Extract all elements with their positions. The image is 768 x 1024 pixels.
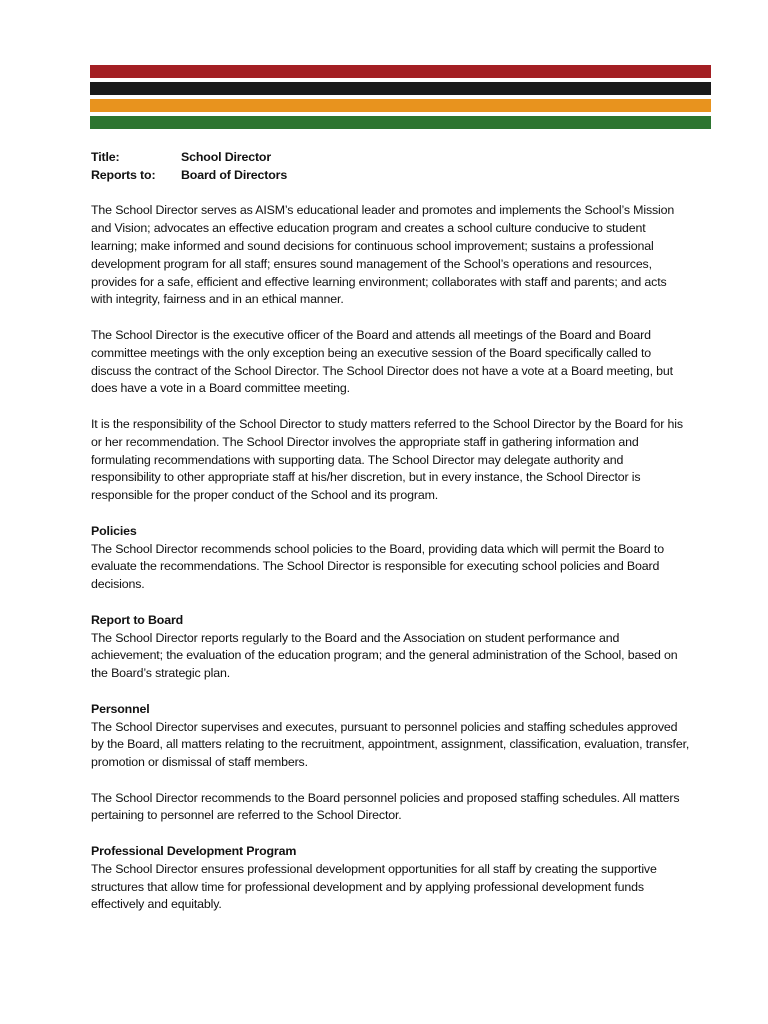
title-value: School Director	[181, 150, 272, 164]
title-row	[91, 149, 691, 167]
document-body	[91, 149, 691, 932]
intro-paragraph-1: The School Director serves as AISM’s educational leader and promotes and implements the School’s Mission and Vision; advocates an effective education program and creates a school culture conducive to student learning; make informed and sound decisions for continuous school improvement; sustains a professional development program for all staff; ensures sound management of the School’s operations and resources, provides for a safe, efficient and effective learning environment; collaborates with staff and parents; and acts with integrity, fairness and in an ethical manner.	[91, 203, 675, 307]
stripe-green	[90, 116, 711, 129]
stripe-red	[90, 65, 711, 78]
reports-row	[91, 167, 691, 185]
intro-paragraph-2: The School Director is the executive officer of the Board and attends all meetings of the Board and Board committee meetings with the only exception being an executive session of the Board specifically called to discuss the contract of the School Director. The School Director does not have a vote at a Board meeting, but does have a vote in a Board committee meeting.	[91, 327, 673, 396]
development-paragraph: The School Director ensures professional development opportunities for all staff by creating the supportive structures that allow time for professional development and by applying professional development funds effectively and equitably.	[91, 861, 657, 912]
header-stripes	[90, 65, 711, 133]
reports-label: Reports to:	[91, 167, 156, 182]
reports-value: Board of Directors	[181, 167, 288, 182]
policies-paragraph: The School Director recommends school policies to the Board, providing data which will permit the Board to evaluate the recommendations. The School Director is responsible for executing school policies and Board decisions.	[91, 541, 664, 592]
report-heading: Report to Board	[91, 612, 184, 627]
personnel-paragraph-2: The School Director recommends to the Board personnel policies and proposed staffing schedules. All matters pertaining to personnel are referred to the School Director.	[91, 790, 680, 823]
personnel-paragraph-1: The School Director supervises and executes, pursuant to personnel policies and staffing schedules approved by the Board, all matters relating to the recruitment, appointment, assignment, classification, evaluation, transfer, promotion or dismissal of staff members.	[91, 719, 690, 770]
job-meta	[91, 149, 691, 185]
report-paragraph: The School Director reports regularly to the Board and the Association on student performance and achievement; the evaluation of the education program; and the general administration of the School, based on the Board’s strategic plan.	[91, 630, 678, 681]
policies-heading: Policies	[91, 523, 137, 538]
stripe-orange	[90, 99, 711, 112]
stripe-black	[90, 82, 711, 95]
personnel-heading: Personnel	[91, 701, 150, 716]
development-heading: Professional Development Program	[91, 844, 297, 859]
title-label: Title:	[91, 150, 120, 164]
intro-paragraph-3: It is the responsibility of the School Director to study matters referred to the School Director by the Board for his or her recommendation. The School Director involves the appropriate staff in gathering information and formulating recommendations with supporting data. The School Director may delegate authority and responsibility to other appropriate staff at his/her discretion, but in every instance, the School Director is responsible for the proper conduct of the School and its program.	[91, 416, 683, 503]
